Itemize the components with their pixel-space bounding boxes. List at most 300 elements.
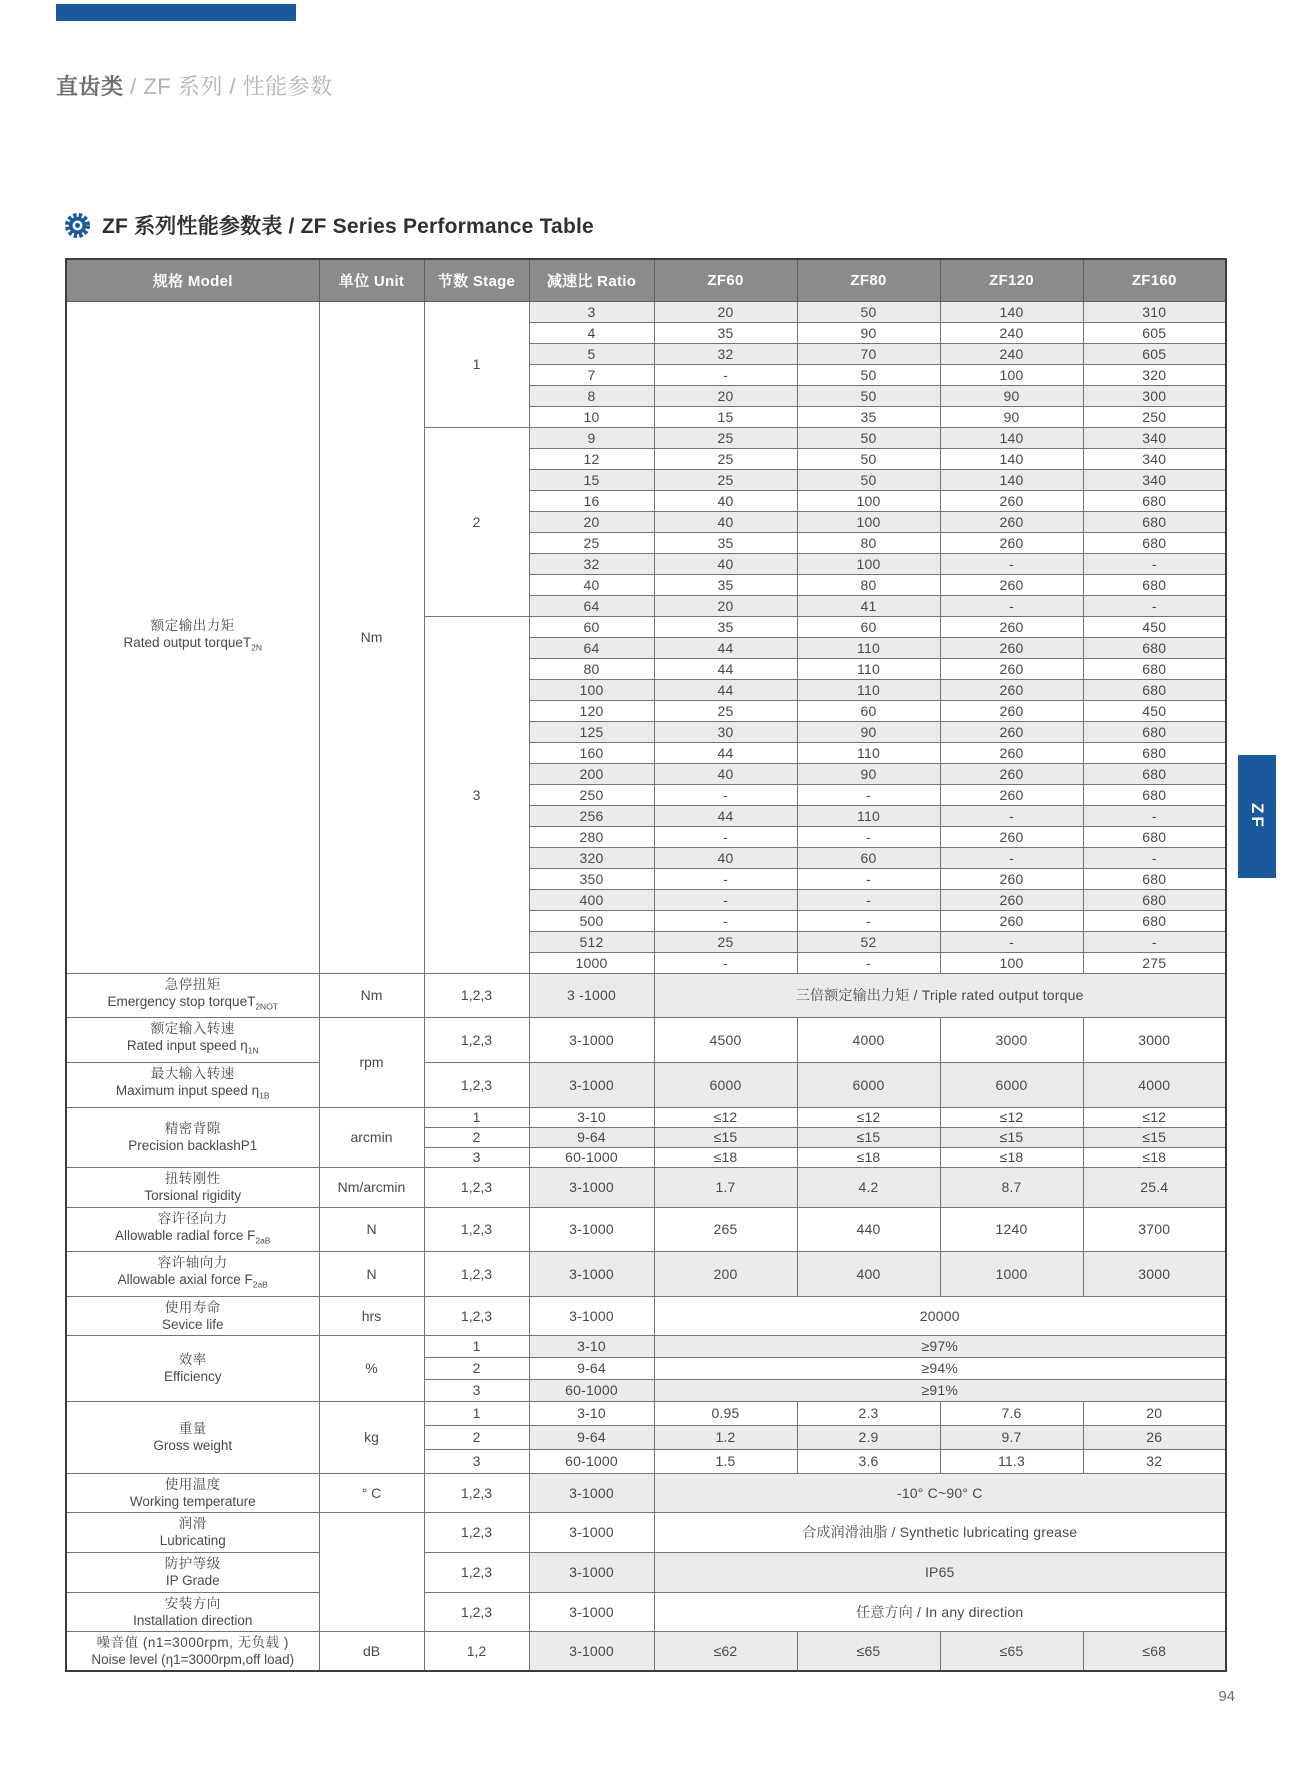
value-cell: 25 (654, 427, 797, 448)
table-row (66, 1512, 1226, 1552)
value-cell: ≤68 (1083, 1631, 1226, 1671)
stage-cell: 1,2,3 (424, 973, 529, 1018)
column-header: ZF160 (1083, 259, 1226, 301)
value-cell: 1.7 (654, 1167, 797, 1207)
value-cell: 680 (1083, 511, 1226, 532)
value-cell: 90 (940, 385, 1083, 406)
table-row (66, 301, 1226, 322)
value-cell: 35 (654, 574, 797, 595)
value-cell: 50 (797, 469, 940, 490)
value-cell: - (654, 868, 797, 889)
zf-side-tab-label: ZF (1248, 803, 1267, 830)
stage-cell: 1,2,3 (424, 1512, 529, 1552)
model-label-cell: 使用寿命 Sevice life (66, 1296, 319, 1335)
value-cell: - (654, 952, 797, 973)
value-cell: 25 (654, 469, 797, 490)
table-row (66, 1592, 1226, 1631)
ratio-cell: 3-10 (529, 1335, 654, 1357)
ratio-cell: 280 (529, 826, 654, 847)
unit-cell: hrs (319, 1296, 424, 1335)
value-cell: 200 (654, 1252, 797, 1297)
value-cell: 440 (797, 1207, 940, 1252)
model-label-cell: 防护等级 IP Grade (66, 1552, 319, 1592)
value-cell: 90 (797, 763, 940, 784)
stage-cell: 1 (424, 301, 529, 427)
stage-cell: 1 (424, 1401, 529, 1425)
value-cell: 260 (940, 784, 1083, 805)
table-row (66, 1252, 1226, 1297)
gear-icon (64, 212, 91, 239)
value-cell: 4000 (1083, 1062, 1226, 1107)
table-row (66, 1207, 1226, 1252)
merged-value-cell: 三倍额定输出力矩 / Triple rated output torque (654, 973, 1226, 1018)
stage-cell: 2 (424, 1357, 529, 1379)
value-cell: 110 (797, 637, 940, 658)
value-cell: 680 (1083, 574, 1226, 595)
value-cell: - (940, 931, 1083, 952)
value-cell: - (940, 595, 1083, 616)
value-cell: 265 (654, 1207, 797, 1252)
zf-side-tab (1238, 755, 1276, 878)
ratio-cell: 3-10 (529, 1107, 654, 1127)
value-cell: 300 (1083, 385, 1226, 406)
value-cell: 0.95 (654, 1401, 797, 1425)
value-cell: - (797, 952, 940, 973)
model-label-cell: 额定输入转速 Rated input speed $\eta_{1N}$ (66, 1018, 319, 1063)
value-cell: - (654, 826, 797, 847)
stage-cell: 1 (424, 1335, 529, 1357)
performance-table (65, 258, 1227, 1672)
model-label-cell: 润滑 Lubricating (66, 1512, 319, 1552)
unit-cell: rpm (319, 1018, 424, 1107)
ratio-cell: 500 (529, 910, 654, 931)
breadcrumb (56, 70, 333, 101)
stage-cell: 3 (424, 616, 529, 973)
value-cell: 260 (940, 700, 1083, 721)
ratio-cell: 60-1000 (529, 1379, 654, 1401)
value-cell: ≤62 (654, 1631, 797, 1671)
value-cell: 25 (654, 931, 797, 952)
value-cell: 100 (940, 364, 1083, 385)
value-cell: 32 (654, 343, 797, 364)
value-cell: 50 (797, 427, 940, 448)
value-cell: - (1083, 847, 1226, 868)
value-cell: 3000 (1083, 1252, 1226, 1297)
ratio-cell: 4 (529, 322, 654, 343)
value-cell: 260 (940, 637, 1083, 658)
value-cell: 50 (797, 301, 940, 322)
value-cell: 25 (654, 448, 797, 469)
table-row (66, 1018, 1226, 1063)
ratio-cell: 3-1000 (529, 1592, 654, 1631)
value-cell: 25.4 (1083, 1167, 1226, 1207)
ratio-cell: 3-1000 (529, 1473, 654, 1512)
value-cell: 680 (1083, 721, 1226, 742)
value-cell: 15 (654, 406, 797, 427)
value-cell: 140 (940, 301, 1083, 322)
ratio-cell: 9-64 (529, 1357, 654, 1379)
value-cell: ≤15 (1083, 1127, 1226, 1147)
value-cell: 260 (940, 889, 1083, 910)
value-cell: 26 (1083, 1425, 1226, 1449)
ratio-cell: 1000 (529, 952, 654, 973)
column-header: ZF60 (654, 259, 797, 301)
value-cell: 260 (940, 532, 1083, 553)
unit-cell: N (319, 1207, 424, 1252)
value-cell: 260 (940, 574, 1083, 595)
value-cell: 20 (654, 301, 797, 322)
ratio-cell: 12 (529, 448, 654, 469)
value-cell: ≤15 (940, 1127, 1083, 1147)
value-cell: 40 (654, 490, 797, 511)
ratio-cell: 3 (529, 301, 654, 322)
ratio-cell: 125 (529, 721, 654, 742)
value-cell: - (1083, 553, 1226, 574)
value-cell: 50 (797, 385, 940, 406)
stage-cell: 3 (424, 1147, 529, 1167)
value-cell: 4000 (797, 1018, 940, 1063)
value-cell: 50 (797, 448, 940, 469)
ratio-cell: 32 (529, 553, 654, 574)
ratio-cell: 9-64 (529, 1425, 654, 1449)
merged-value-cell: ≥91% (654, 1379, 1226, 1401)
value-cell: 40 (654, 553, 797, 574)
ratio-cell: 350 (529, 868, 654, 889)
value-cell: 310 (1083, 301, 1226, 322)
unit-cell: % (319, 1335, 424, 1401)
ratio-cell: 3-10 (529, 1401, 654, 1425)
value-cell: 80 (797, 532, 940, 553)
value-cell: 25 (654, 700, 797, 721)
value-cell: 680 (1083, 658, 1226, 679)
ratio-cell: 3-1000 (529, 1062, 654, 1107)
ratio-cell: 8 (529, 385, 654, 406)
value-cell: 260 (940, 679, 1083, 700)
ratio-cell: 200 (529, 763, 654, 784)
value-cell: 6000 (797, 1062, 940, 1107)
value-cell: 260 (940, 658, 1083, 679)
value-cell: 80 (797, 574, 940, 595)
value-cell: 3700 (1083, 1207, 1226, 1252)
value-cell: 7.6 (940, 1401, 1083, 1425)
table-row (66, 973, 1226, 1018)
value-cell: - (654, 910, 797, 931)
value-cell: 680 (1083, 679, 1226, 700)
model-label-cell: 额定输出力矩 Rated output torqueT$_{2N}$ (66, 301, 319, 973)
value-cell: ≤65 (940, 1631, 1083, 1671)
value-cell: 140 (940, 427, 1083, 448)
ratio-cell: 64 (529, 595, 654, 616)
value-cell: 340 (1083, 469, 1226, 490)
unit-cell: kg (319, 1401, 424, 1473)
column-header: ZF120 (940, 259, 1083, 301)
value-cell: 40 (654, 847, 797, 868)
value-cell: - (940, 805, 1083, 826)
value-cell: 260 (940, 910, 1083, 931)
value-cell: - (797, 889, 940, 910)
value-cell: 260 (940, 490, 1083, 511)
model-label-cell: 容许径向力 Allowable radial force $F_{2aB}$ (66, 1207, 319, 1252)
value-cell: 110 (797, 805, 940, 826)
value-cell: ≤12 (1083, 1107, 1226, 1127)
value-cell: - (1083, 595, 1226, 616)
value-cell: - (797, 826, 940, 847)
ratio-cell: 250 (529, 784, 654, 805)
table-row (66, 1062, 1226, 1107)
value-cell: 680 (1083, 910, 1226, 931)
ratio-cell: 3-1000 (529, 1018, 654, 1063)
ratio-cell: 512 (529, 931, 654, 952)
ratio-cell: 3-1000 (529, 1512, 654, 1552)
value-cell: ≤18 (797, 1147, 940, 1167)
stage-cell: 1,2,3 (424, 1592, 529, 1631)
value-cell: 260 (940, 511, 1083, 532)
stage-cell: 2 (424, 1127, 529, 1147)
ratio-cell: 60-1000 (529, 1449, 654, 1473)
value-cell: 240 (940, 343, 1083, 364)
ratio-cell: 5 (529, 343, 654, 364)
ratio-cell: 400 (529, 889, 654, 910)
value-cell: 8.7 (940, 1167, 1083, 1207)
table-row (66, 1552, 1226, 1592)
stage-cell: 1,2,3 (424, 1167, 529, 1207)
column-header: 单位 Unit (319, 259, 424, 301)
unit-cell: dB (319, 1631, 424, 1671)
page-number: 94 (1218, 1688, 1235, 1705)
top-accent-bar (56, 4, 296, 21)
value-cell: 60 (797, 616, 940, 637)
value-cell: ≤12 (797, 1107, 940, 1127)
ratio-cell: 9 (529, 427, 654, 448)
value-cell: 680 (1083, 868, 1226, 889)
value-cell: 44 (654, 637, 797, 658)
value-cell: 240 (940, 322, 1083, 343)
value-cell: - (654, 364, 797, 385)
value-cell: ≤18 (1083, 1147, 1226, 1167)
column-header: 减速比 Ratio (529, 259, 654, 301)
value-cell: 680 (1083, 784, 1226, 805)
value-cell: - (940, 847, 1083, 868)
value-cell: 110 (797, 658, 940, 679)
ratio-cell: 3-1000 (529, 1167, 654, 1207)
stage-cell: 2 (424, 427, 529, 616)
value-cell: 110 (797, 742, 940, 763)
model-label-cell: 容许轴向力 Allowable axial force $F_{2aB}$ (66, 1252, 319, 1297)
value-cell: - (654, 784, 797, 805)
value-cell: 41 (797, 595, 940, 616)
merged-value-cell: ≥94% (654, 1357, 1226, 1379)
unit-cell: arcmin (319, 1107, 424, 1167)
column-header: 节数 Stage (424, 259, 529, 301)
ratio-cell: 25 (529, 532, 654, 553)
merged-value-cell: 任意方向 / In any direction (654, 1592, 1226, 1631)
value-cell: 100 (797, 553, 940, 574)
value-cell: ≤15 (797, 1127, 940, 1147)
value-cell: 44 (654, 658, 797, 679)
value-cell: 44 (654, 679, 797, 700)
value-cell: 320 (1083, 364, 1226, 385)
value-cell: 35 (654, 616, 797, 637)
column-header: 规格 Model (66, 259, 319, 301)
value-cell: 260 (940, 868, 1083, 889)
model-label-cell: 安装方向 Installation direction (66, 1592, 319, 1631)
value-cell: 1.2 (654, 1425, 797, 1449)
unit-cell: Nm (319, 973, 424, 1018)
value-cell: 4500 (654, 1018, 797, 1063)
merged-value-cell: ≥97% (654, 1335, 1226, 1357)
page-title: ZF 系列性能参数表 / ZF Series Performance Table (102, 215, 594, 238)
unit-cell: ° C (319, 1473, 424, 1512)
ratio-cell: 80 (529, 658, 654, 679)
value-cell: 260 (940, 763, 1083, 784)
value-cell: - (654, 889, 797, 910)
ratio-cell: 100 (529, 679, 654, 700)
ratio-cell: 40 (529, 574, 654, 595)
value-cell: 450 (1083, 700, 1226, 721)
stage-cell: 1,2 (424, 1631, 529, 1671)
value-cell: 44 (654, 805, 797, 826)
ratio-cell: 15 (529, 469, 654, 490)
stage-cell: 1,2,3 (424, 1252, 529, 1297)
stage-cell: 1,2,3 (424, 1018, 529, 1063)
value-cell: 3000 (940, 1018, 1083, 1063)
value-cell: 2.9 (797, 1425, 940, 1449)
value-cell: 40 (654, 763, 797, 784)
value-cell: 70 (797, 343, 940, 364)
unit-cell: Nm/arcmin (319, 1167, 424, 1207)
value-cell: 11.3 (940, 1449, 1083, 1473)
merged-value-cell: 合成润滑油脂 / Synthetic lubricating grease (654, 1512, 1226, 1552)
table-row (66, 1631, 1226, 1671)
stage-cell: 1,2,3 (424, 1473, 529, 1512)
ratio-cell: 20 (529, 511, 654, 532)
value-cell: ≤18 (940, 1147, 1083, 1167)
section-title-row (64, 210, 594, 240)
value-cell: 20 (654, 595, 797, 616)
value-cell: - (1083, 931, 1226, 952)
value-cell: 35 (797, 406, 940, 427)
value-cell: 60 (797, 700, 940, 721)
value-cell: 680 (1083, 637, 1226, 658)
value-cell: 44 (654, 742, 797, 763)
ratio-cell: 60 (529, 616, 654, 637)
value-cell: 140 (940, 469, 1083, 490)
value-cell: 90 (797, 721, 940, 742)
unit-cell: Nm (319, 301, 424, 973)
merged-value-cell: IP65 (654, 1552, 1226, 1592)
table-row (66, 1167, 1226, 1207)
header-row (66, 259, 1226, 301)
value-cell: 35 (654, 532, 797, 553)
table-row (66, 1473, 1226, 1512)
value-cell: 100 (797, 490, 940, 511)
value-cell: ≤65 (797, 1631, 940, 1671)
value-cell: 90 (797, 322, 940, 343)
value-cell: 1.5 (654, 1449, 797, 1473)
value-cell: 35 (654, 322, 797, 343)
value-cell: 9.7 (940, 1425, 1083, 1449)
value-cell: 680 (1083, 532, 1226, 553)
ratio-cell: 3 -1000 (529, 973, 654, 1018)
model-label-cell: 效率 Efficiency (66, 1335, 319, 1401)
stage-cell: 1,2,3 (424, 1552, 529, 1592)
value-cell: 4.2 (797, 1167, 940, 1207)
value-cell: 140 (940, 448, 1083, 469)
table-row (66, 1296, 1226, 1335)
value-cell: 2.3 (797, 1401, 940, 1425)
value-cell: 260 (940, 721, 1083, 742)
ratio-cell: 3-1000 (529, 1252, 654, 1297)
value-cell: 6000 (940, 1062, 1083, 1107)
value-cell: 450 (1083, 616, 1226, 637)
value-cell: ≤12 (654, 1107, 797, 1127)
ratio-cell: 3-1000 (529, 1631, 654, 1671)
value-cell: 680 (1083, 742, 1226, 763)
unit-cell (319, 1512, 424, 1631)
value-cell: 605 (1083, 322, 1226, 343)
merged-value-cell: -10° C~90° C (654, 1473, 1226, 1512)
stage-cell: 1,2,3 (424, 1062, 529, 1107)
model-label-cell: 重量 Gross weight (66, 1401, 319, 1473)
ratio-cell: 9-64 (529, 1127, 654, 1147)
stage-cell: 2 (424, 1425, 529, 1449)
value-cell: 6000 (654, 1062, 797, 1107)
value-cell: 680 (1083, 763, 1226, 784)
value-cell: - (1083, 805, 1226, 826)
ratio-cell: 16 (529, 490, 654, 511)
value-cell: 260 (940, 826, 1083, 847)
stage-cell: 1,2,3 (424, 1296, 529, 1335)
value-cell: 680 (1083, 826, 1226, 847)
model-label-cell: 使用温度 Working temperature (66, 1473, 319, 1512)
stage-cell: 1,2,3 (424, 1207, 529, 1252)
stage-cell: 3 (424, 1449, 529, 1473)
value-cell: 1000 (940, 1252, 1083, 1297)
breadcrumb-rest: / ZF 系列 / 性能参数 (123, 74, 333, 99)
value-cell: 680 (1083, 889, 1226, 910)
model-label-cell: 扭转刚性 Torsional rigidity (66, 1167, 319, 1207)
value-cell: 680 (1083, 490, 1226, 511)
value-cell: ≤15 (654, 1127, 797, 1147)
value-cell: 30 (654, 721, 797, 742)
ratio-cell: 256 (529, 805, 654, 826)
value-cell: 260 (940, 616, 1083, 637)
value-cell: 605 (1083, 343, 1226, 364)
value-cell: 260 (940, 742, 1083, 763)
merged-value-cell: 20000 (654, 1296, 1226, 1335)
value-cell: 90 (940, 406, 1083, 427)
model-label-cell: 精密背隙 Precision backlashP1 (66, 1107, 319, 1167)
breadcrumb-category: 直齿类 (56, 74, 124, 99)
ratio-cell: 120 (529, 700, 654, 721)
model-label-cell: 噪音值 (n1=3000rpm, 无负载 ) Noise level (η1=3000rpm,off load) (66, 1631, 319, 1671)
ratio-cell: 3-1000 (529, 1552, 654, 1592)
value-cell: 1240 (940, 1207, 1083, 1252)
ratio-cell: 10 (529, 406, 654, 427)
value-cell: 275 (1083, 952, 1226, 973)
unit-cell: N (319, 1252, 424, 1297)
value-cell: 3000 (1083, 1018, 1226, 1063)
value-cell: 40 (654, 511, 797, 532)
value-cell: 100 (797, 511, 940, 532)
value-cell: ≤12 (940, 1107, 1083, 1127)
value-cell: - (797, 910, 940, 931)
model-label-cell: 最大输入转速 Maximum input speed $\eta_{1B}$ (66, 1062, 319, 1107)
value-cell: 50 (797, 364, 940, 385)
value-cell: 110 (797, 679, 940, 700)
value-cell: 20 (1083, 1401, 1226, 1425)
ratio-cell: 64 (529, 637, 654, 658)
